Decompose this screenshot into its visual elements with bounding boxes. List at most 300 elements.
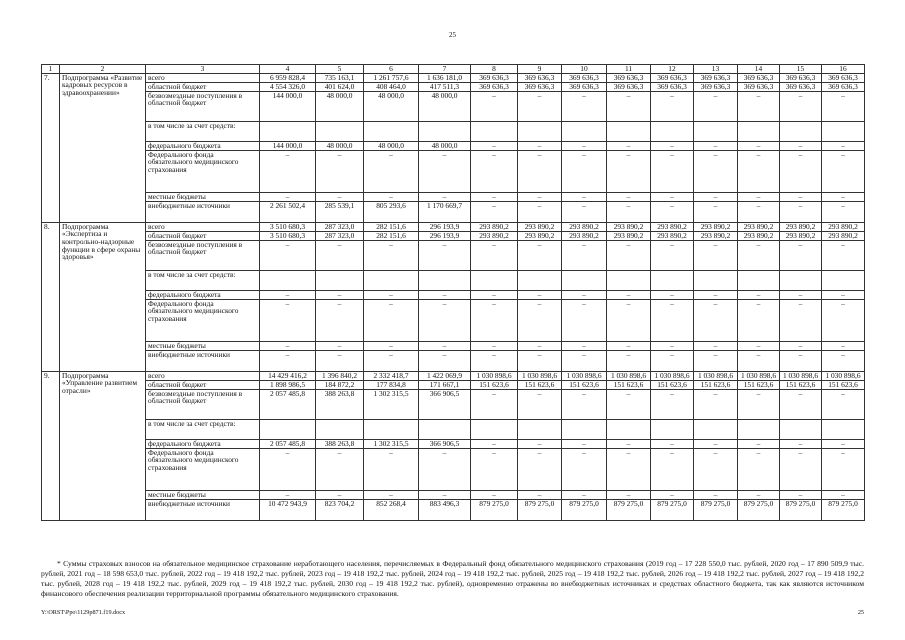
amount-cell: –: [364, 240, 419, 270]
amount-cell: –: [780, 448, 822, 490]
amount-cell: 151 623,6: [694, 380, 738, 389]
amount-cell: –: [738, 389, 780, 419]
amount-cell: –: [738, 490, 780, 499]
amount-cell: [822, 419, 865, 439]
amount-cell: –: [694, 341, 738, 350]
amount-cell: 285 539,1: [316, 201, 364, 222]
amount-cell: [316, 121, 364, 141]
amount-cell: 282 151,6: [364, 222, 419, 231]
funding-source-label: федерального бюджета: [146, 141, 260, 150]
amount-cell: 369 636,3: [738, 73, 780, 82]
amount-cell: –: [822, 150, 865, 192]
amount-cell: –: [694, 490, 738, 499]
amount-cell: 293 890,2: [822, 231, 865, 240]
amount-cell: –: [780, 240, 822, 270]
funding-source-label: безвозмездные поступления в областной бюджет: [146, 240, 260, 270]
table-row: [42, 222, 865, 231]
amount-cell: –: [316, 290, 364, 299]
amount-cell: [694, 121, 738, 141]
amount-cell: 1 302 315,5: [364, 439, 419, 448]
amount-cell: –: [316, 490, 364, 499]
amount-cell: [651, 121, 694, 141]
amount-cell: [364, 121, 419, 141]
amount-cell: –: [419, 240, 471, 270]
amount-cell: 151 623,6: [780, 380, 822, 389]
amount-cell: –: [607, 150, 651, 192]
amount-cell: 4 554 326,0: [260, 82, 316, 91]
amount-cell: 282 151,6: [364, 231, 419, 240]
amount-cell: –: [518, 299, 562, 341]
amount-cell: –: [419, 290, 471, 299]
amount-cell: –: [562, 439, 607, 448]
amount-cell: [316, 419, 364, 439]
amount-cell: 2 057 485,8: [260, 439, 316, 448]
amount-cell: [738, 121, 780, 141]
amount-cell: –: [260, 341, 316, 350]
amount-cell: –: [607, 299, 651, 341]
amount-cell: 879 275,0: [694, 499, 738, 520]
amount-cell: [822, 270, 865, 290]
table-row: [42, 73, 865, 82]
amount-cell: –: [738, 91, 780, 121]
amount-cell: –: [607, 240, 651, 270]
funding-source-label: внебюджетные источники: [146, 201, 260, 222]
amount-cell: 1 030 898,6: [471, 371, 518, 380]
amount-cell: 366 906,5: [419, 389, 471, 419]
amount-cell: –: [651, 141, 694, 150]
amount-cell: [260, 270, 316, 290]
amount-cell: –: [419, 341, 471, 350]
amount-cell: 879 275,0: [471, 499, 518, 520]
amount-cell: 879 275,0: [607, 499, 651, 520]
amount-cell: –: [607, 439, 651, 448]
amount-cell: –: [518, 439, 562, 448]
amount-cell: 171 667,1: [419, 380, 471, 389]
amount-cell: –: [562, 91, 607, 121]
amount-cell: 293 890,2: [738, 222, 780, 231]
amount-cell: –: [694, 192, 738, 201]
amount-cell: 369 636,3: [651, 73, 694, 82]
amount-cell: –: [651, 439, 694, 448]
table-row: [42, 141, 865, 150]
amount-cell: –: [822, 201, 865, 222]
amount-cell: –: [694, 290, 738, 299]
amount-cell: [694, 270, 738, 290]
amount-cell: [651, 270, 694, 290]
amount-cell: 296 193,9: [419, 222, 471, 231]
funding-source-label: в том числе за счет средств:: [146, 419, 260, 439]
amount-cell: –: [822, 290, 865, 299]
amount-cell: 1 030 898,6: [780, 371, 822, 380]
amount-cell: 293 890,2: [471, 231, 518, 240]
amount-cell: 287 323,0: [316, 231, 364, 240]
amount-cell: 151 623,6: [822, 380, 865, 389]
amount-cell: 293 890,2: [518, 231, 562, 240]
amount-cell: –: [780, 91, 822, 121]
amount-cell: –: [316, 150, 364, 192]
amount-cell: 369 636,3: [822, 73, 865, 82]
table-row: [42, 371, 865, 380]
amount-cell: –: [471, 350, 518, 371]
table-row: [42, 201, 865, 222]
amount-cell: [780, 121, 822, 141]
amount-cell: –: [694, 201, 738, 222]
funding-source-label: областной бюджет: [146, 231, 260, 240]
table-row: [42, 439, 865, 448]
amount-cell: –: [260, 448, 316, 490]
amount-cell: 48 000,0: [316, 91, 364, 121]
amount-cell: [364, 419, 419, 439]
funding-source-label: безвозмездные поступления в областной бюджет: [146, 389, 260, 419]
amount-cell: 388 263,8: [316, 389, 364, 419]
amount-cell: 369 636,3: [607, 82, 651, 91]
amount-cell: –: [364, 350, 419, 371]
amount-cell: –: [419, 448, 471, 490]
amount-cell: –: [518, 490, 562, 499]
amount-cell: –: [471, 240, 518, 270]
amount-cell: –: [607, 91, 651, 121]
footer-file-path: Y:\ORST\Ppo\1129p871.f19.docx: [41, 609, 126, 616]
amount-cell: 3 510 680,3: [260, 222, 316, 231]
funding-source-label: внебюджетные источники: [146, 499, 260, 520]
amount-cell: –: [822, 448, 865, 490]
amount-cell: 1 898 986,5: [260, 380, 316, 389]
amount-cell: [607, 270, 651, 290]
amount-cell: –: [260, 192, 316, 201]
amount-cell: 369 636,3: [738, 82, 780, 91]
amount-cell: –: [562, 150, 607, 192]
amount-cell: [471, 121, 518, 141]
amount-cell: –: [518, 341, 562, 350]
amount-cell: 48 000,0: [364, 91, 419, 121]
amount-cell: –: [822, 439, 865, 448]
amount-cell: 369 636,3: [518, 73, 562, 82]
amount-cell: 369 636,3: [471, 73, 518, 82]
column-number-cell: 4: [260, 65, 316, 74]
column-number-cell: 14: [738, 65, 780, 74]
amount-cell: 366 906,5: [419, 439, 471, 448]
amount-cell: 48 000,0: [419, 91, 471, 121]
program-name: Подпрограмма «Развитие кадровых ресурсов в здравоохранении»: [60, 73, 146, 222]
amount-cell: –: [738, 290, 780, 299]
amount-cell: –: [780, 141, 822, 150]
amount-cell: –: [518, 389, 562, 419]
amount-cell: 1 030 898,6: [822, 371, 865, 380]
amount-cell: 388 263,8: [316, 439, 364, 448]
amount-cell: –: [651, 240, 694, 270]
amount-cell: –: [364, 299, 419, 341]
column-number-cell: 3: [146, 65, 260, 74]
amount-cell: –: [694, 141, 738, 150]
amount-cell: –: [607, 290, 651, 299]
amount-cell: –: [260, 299, 316, 341]
amount-cell: 10 472 943,9: [260, 499, 316, 520]
amount-cell: 151 623,6: [738, 380, 780, 389]
amount-cell: –: [260, 240, 316, 270]
program-number: 8.: [42, 222, 60, 371]
amount-cell: 369 636,3: [651, 82, 694, 91]
amount-cell: –: [471, 91, 518, 121]
table-row: [42, 299, 865, 341]
amount-cell: 879 275,0: [738, 499, 780, 520]
amount-cell: [260, 121, 316, 141]
amount-cell: 879 275,0: [780, 499, 822, 520]
amount-cell: –: [316, 350, 364, 371]
amount-cell: –: [651, 201, 694, 222]
amount-cell: –: [780, 389, 822, 419]
amount-cell: 2 057 485,8: [260, 389, 316, 419]
amount-cell: [780, 270, 822, 290]
table-row: [42, 150, 865, 192]
amount-cell: –: [518, 201, 562, 222]
amount-cell: –: [316, 448, 364, 490]
footer-page-number: 25: [857, 609, 864, 616]
amount-cell: [518, 270, 562, 290]
funding-source-label: местные бюджеты: [146, 192, 260, 201]
amount-cell: 1 636 181,0: [419, 73, 471, 82]
amount-cell: –: [607, 141, 651, 150]
amount-cell: 369 636,3: [780, 82, 822, 91]
amount-cell: –: [562, 341, 607, 350]
footnote: * Суммы страховых взносов на обязательное медицинское страхование неработающего населения, перечисляемых в Федеральный фонд обязательного медицинского страхования (2019 год – 17 228 550,0 тыс. рублей, 2020 год – 17 890 509,9 тыс. рублей, 2021 год – 18 598 653,0 тыс. рублей, 2022 год – 19 418 192,2 тыс. рублей, 2023 год – 19 418 192,2 тыс. рублей, 2024 год – 19 418 192,2 тыс. рублей, 2025 год – 19 418 192,2 тыс. рублей, 2026 год – 19 418 192,2 тыс. рублей, 2027 год – 19 418 192,2 тыс. рублей, 2028 год – 19 418 192,2 тыс. рублей, 2029 год – 19 418 192,2 тыс. рублей, 2030 год – 19 418 192,2 тыс. рублей), одновременно отражены во внебюджетных источниках и средствах областного бюджета, так как являются источником финансового обеспечения реализации территориальной программы обязательного медицинского страхования.: [41, 559, 864, 599]
amount-cell: –: [607, 201, 651, 222]
table-row: [42, 448, 865, 490]
amount-cell: –: [364, 150, 419, 192]
amount-cell: –: [518, 290, 562, 299]
amount-cell: –: [651, 192, 694, 201]
amount-cell: –: [607, 490, 651, 499]
amount-cell: –: [607, 350, 651, 371]
amount-cell: –: [822, 141, 865, 150]
amount-cell: [419, 270, 471, 290]
amount-cell: –: [562, 141, 607, 150]
amount-cell: –: [822, 341, 865, 350]
amount-cell: 293 890,2: [471, 222, 518, 231]
page-number-top: 25: [449, 31, 456, 39]
amount-cell: 2 261 502,4: [260, 201, 316, 222]
amount-cell: 369 636,3: [780, 73, 822, 82]
amount-cell: –: [694, 91, 738, 121]
amount-cell: 293 890,2: [607, 222, 651, 231]
amount-cell: –: [651, 290, 694, 299]
amount-cell: –: [562, 290, 607, 299]
funding-source-label: местные бюджеты: [146, 490, 260, 499]
funding-source-label: всего: [146, 73, 260, 82]
table-row: [42, 231, 865, 240]
amount-cell: 805 293,6: [364, 201, 419, 222]
amount-cell: –: [694, 389, 738, 419]
amount-cell: –: [822, 299, 865, 341]
funding-source-label: Федерального фонда обязательного медицинского страхования: [146, 150, 260, 192]
amount-cell: –: [471, 150, 518, 192]
amount-cell: –: [316, 240, 364, 270]
amount-cell: 151 623,6: [651, 380, 694, 389]
amount-cell: –: [694, 448, 738, 490]
amount-cell: –: [780, 290, 822, 299]
table-row: [42, 380, 865, 389]
table-row: [42, 270, 865, 290]
amount-cell: 369 636,3: [694, 82, 738, 91]
amount-cell: 293 890,2: [607, 231, 651, 240]
funding-source-label: областной бюджет: [146, 380, 260, 389]
amount-cell: –: [738, 299, 780, 341]
amount-cell: 1 030 898,6: [738, 371, 780, 380]
amount-cell: –: [260, 350, 316, 371]
amount-cell: 151 623,6: [518, 380, 562, 389]
amount-cell: 1 030 898,6: [562, 371, 607, 380]
amount-cell: 1 030 898,6: [518, 371, 562, 380]
amount-cell: 879 275,0: [822, 499, 865, 520]
column-number-cell: 6: [364, 65, 419, 74]
amount-cell: [607, 419, 651, 439]
table-row: [42, 290, 865, 299]
amount-cell: –: [471, 490, 518, 499]
amount-cell: –: [694, 299, 738, 341]
amount-cell: –: [518, 350, 562, 371]
amount-cell: –: [364, 448, 419, 490]
amount-cell: 144 000,0: [260, 141, 316, 150]
program-name: Подпрограмма «Экспертиза и контрольно-надзорные функции в сфере охраны здоровья»: [60, 222, 146, 371]
amount-cell: –: [419, 150, 471, 192]
amount-cell: 151 623,6: [562, 380, 607, 389]
amount-cell: 369 636,3: [562, 73, 607, 82]
amount-cell: 369 636,3: [562, 82, 607, 91]
amount-cell: [651, 419, 694, 439]
amount-cell: 1 030 898,6: [694, 371, 738, 380]
amount-cell: –: [419, 350, 471, 371]
amount-cell: [562, 121, 607, 141]
amount-cell: –: [738, 201, 780, 222]
amount-cell: –: [822, 192, 865, 201]
funding-source-label: всего: [146, 371, 260, 380]
amount-cell: –: [651, 341, 694, 350]
amount-cell: 1 170 669,7: [419, 201, 471, 222]
amount-cell: [419, 419, 471, 439]
amount-cell: 293 890,2: [694, 231, 738, 240]
amount-cell: –: [822, 240, 865, 270]
amount-cell: –: [694, 439, 738, 448]
amount-cell: 6 959 828,4: [260, 73, 316, 82]
funding-source-label: областной бюджет: [146, 82, 260, 91]
amount-cell: [738, 419, 780, 439]
amount-cell: –: [419, 299, 471, 341]
amount-cell: 1 396 840,2: [316, 371, 364, 380]
table-row: [42, 499, 865, 520]
amount-cell: 369 636,3: [471, 82, 518, 91]
amount-cell: 293 890,2: [562, 231, 607, 240]
table-row: [42, 350, 865, 371]
table-row: [42, 341, 865, 350]
amount-cell: –: [822, 490, 865, 499]
amount-cell: [518, 121, 562, 141]
amount-cell: –: [562, 448, 607, 490]
funding-source-label: федерального бюджета: [146, 290, 260, 299]
amount-cell: –: [260, 490, 316, 499]
column-number-cell: 11: [607, 65, 651, 74]
amount-cell: 883 496,3: [419, 499, 471, 520]
amount-cell: –: [316, 192, 364, 201]
column-number-cell: 16: [822, 65, 865, 74]
table-row: [42, 82, 865, 91]
amount-cell: –: [607, 341, 651, 350]
column-number-cell: 12: [651, 65, 694, 74]
program-number: 9.: [42, 371, 60, 520]
amount-cell: 48 000,0: [419, 141, 471, 150]
amount-cell: 151 623,6: [607, 380, 651, 389]
amount-cell: –: [316, 341, 364, 350]
amount-cell: –: [316, 299, 364, 341]
amount-cell: –: [651, 490, 694, 499]
amount-cell: 879 275,0: [651, 499, 694, 520]
column-number-cell: 10: [562, 65, 607, 74]
amount-cell: –: [607, 192, 651, 201]
table-row: [42, 419, 865, 439]
amount-cell: –: [651, 91, 694, 121]
amount-cell: –: [651, 350, 694, 371]
amount-cell: 48 000,0: [316, 141, 364, 150]
amount-cell: –: [562, 389, 607, 419]
amount-cell: 3 510 680,3: [260, 231, 316, 240]
amount-cell: 1 261 757,6: [364, 73, 419, 82]
amount-cell: 408 464,0: [364, 82, 419, 91]
amount-cell: 151 623,6: [471, 380, 518, 389]
amount-cell: –: [419, 490, 471, 499]
amount-cell: –: [780, 490, 822, 499]
amount-cell: –: [780, 341, 822, 350]
amount-cell: 293 890,2: [780, 231, 822, 240]
amount-cell: –: [651, 150, 694, 192]
amount-cell: –: [562, 201, 607, 222]
amount-cell: [419, 121, 471, 141]
funding-source-label: в том числе за счет средств:: [146, 121, 260, 141]
amount-cell: 1 030 898,6: [651, 371, 694, 380]
column-number-cell: 15: [780, 65, 822, 74]
amount-cell: [316, 270, 364, 290]
table-row: [42, 240, 865, 270]
funding-source-label: всего: [146, 222, 260, 231]
amount-cell: [780, 419, 822, 439]
amount-cell: –: [364, 290, 419, 299]
amount-cell: 287 323,0: [316, 222, 364, 231]
column-number-cell: 9: [518, 65, 562, 74]
amount-cell: –: [780, 350, 822, 371]
amount-cell: 1 302 315,5: [364, 389, 419, 419]
amount-cell: –: [419, 192, 471, 201]
column-number-cell: 5: [316, 65, 364, 74]
amount-cell: –: [518, 91, 562, 121]
amount-cell: –: [651, 299, 694, 341]
funding-source-label: безвозмездные поступления в областной бюджет: [146, 91, 260, 121]
amount-cell: [364, 270, 419, 290]
amount-cell: –: [364, 490, 419, 499]
amount-cell: –: [822, 389, 865, 419]
amount-cell: 296 193,9: [419, 231, 471, 240]
amount-cell: 1 422 069,9: [419, 371, 471, 380]
amount-cell: –: [694, 240, 738, 270]
amount-cell: –: [738, 192, 780, 201]
amount-cell: [562, 419, 607, 439]
amount-cell: 823 704,2: [316, 499, 364, 520]
amount-cell: 2 332 418,7: [364, 371, 419, 380]
amount-cell: –: [694, 350, 738, 371]
amount-cell: –: [738, 341, 780, 350]
amount-cell: 144 000,0: [260, 91, 316, 121]
amount-cell: –: [562, 299, 607, 341]
amount-cell: –: [518, 192, 562, 201]
amount-cell: –: [364, 341, 419, 350]
amount-cell: –: [738, 350, 780, 371]
funding-source-label: внебюджетные источники: [146, 350, 260, 371]
